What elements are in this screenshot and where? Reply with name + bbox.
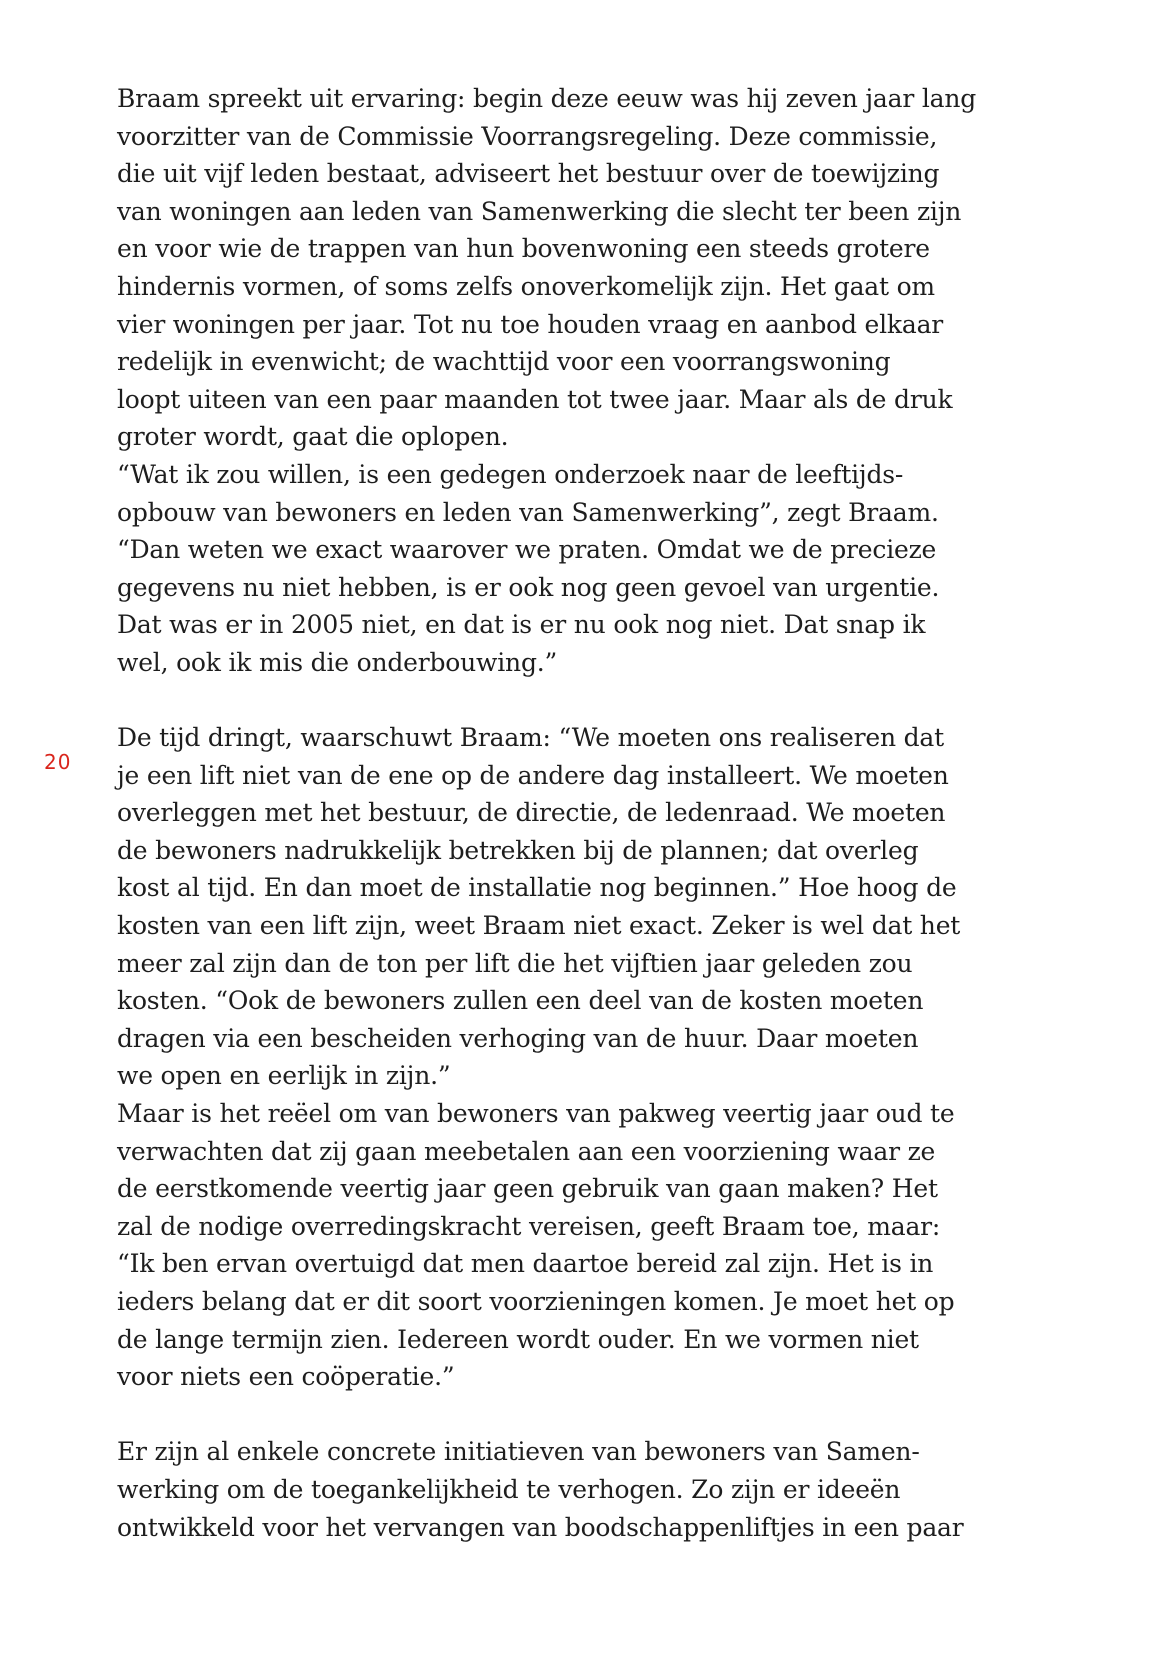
- text-line: Braam spreekt uit ervaring: begin deze eeuw was hij zeven jaar lang: [117, 84, 977, 113]
- page-number: 20: [44, 750, 72, 774]
- paragraph-gap: [117, 682, 1127, 720]
- text-line: groter wordt, gaat die oplopen.: [117, 422, 509, 452]
- text-line: redelijk in evenwicht; de wachttijd voor een voorrangswoning: [117, 347, 891, 377]
- paragraph: [117, 80, 1127, 682]
- text-line: en voor wie de trappen van hun bovenwoning een steeds grotere: [117, 234, 930, 264]
- text-line: kosten van een lift zijn, weet Braam niet exact. Zeker is wel dat het: [117, 911, 961, 941]
- text-line: overleggen met het bestuur, de directie, de ledenraad. We moeten: [117, 798, 946, 828]
- text-line: loopt uiteen van een paar maanden tot twee jaar. Maar als de druk: [117, 384, 953, 414]
- body-text: [117, 80, 1127, 1546]
- text-line: Dat was er in 2005 niet, en dat is er nu ook nog niet. Dat snap ik: [117, 610, 926, 640]
- text-line: kosten. “Ook de bewoners zullen een deel van de kosten moeten: [117, 986, 924, 1016]
- text-line: de eerstkomende veertig jaar geen gebruik van gaan maken? Het: [117, 1174, 938, 1204]
- text-line: vier woningen per jaar. Tot nu toe houden vraag en aanbod elkaar: [117, 309, 944, 339]
- text-line: hindernis vormen, of soms zelfs onoverkomelijk zijn. Het gaat om: [117, 271, 935, 301]
- text-line: Er zijn al enkele concrete initiatieven van bewoners van Samen-: [117, 1437, 920, 1467]
- text-line: de lange termijn zien. Iedereen wordt ouder. En we vormen niet: [117, 1324, 919, 1354]
- text-line: je een lift niet van de ene op de andere dag installeert. We moeten: [117, 760, 949, 790]
- text-line: ontwikkeld voor het vervangen van boodschappenliftjes in een paar: [117, 1512, 964, 1542]
- text-line: gegevens nu niet hebben, is er ook nog geen gevoel van urgentie.: [117, 572, 940, 602]
- text-line: wel, ook ik mis die onderbouwing.”: [117, 647, 558, 677]
- text-line: De tijd dringt, waarschuwt Braam: “We moeten ons realiseren dat: [117, 723, 944, 753]
- text-line: opbouw van bewoners en leden van Samenwerking”, zegt Braam.: [117, 497, 939, 527]
- text-line: kost al tijd. En dan moet de installatie nog beginnen.” Hoe hoog de: [117, 873, 957, 903]
- text-line: meer zal zijn dan de ton per lift die het vijftien jaar geleden zou: [117, 948, 913, 978]
- paragraph: [117, 1433, 1127, 1546]
- text-line: voor niets een coöperatie.”: [117, 1362, 455, 1392]
- text-line: van woningen aan leden van Samenwerking die slecht ter been zijn: [117, 196, 962, 226]
- paragraph-gap: [117, 1396, 1127, 1434]
- text-line: zal de nodige overredingskracht vereisen, geeft Braam toe, maar:: [117, 1211, 941, 1241]
- text-line: verwachten dat zij gaan meebetalen aan een voorziening waar ze: [117, 1136, 936, 1166]
- text-line: dragen via een bescheiden verhoging van de huur. Daar moeten: [117, 1023, 919, 1053]
- text-line: ieders belang dat er dit soort voorzieningen komen. Je moet het op: [117, 1287, 955, 1316]
- text-line: voorzitter van de Commissie Voorrangsregeling. Deze commissie,: [117, 121, 938, 151]
- text-line: de bewoners nadrukkelijk betrekken bij de plannen; dat overleg: [117, 835, 919, 865]
- text-line: we open en eerlijk in zijn.”: [117, 1061, 451, 1091]
- text-line: “Wat ik zou willen, is een gedegen onderzoek naar de leeftijds-: [117, 459, 904, 489]
- text-line: “Ik ben ervan overtuigd dat men daartoe bereid zal zijn. Het is in: [117, 1249, 934, 1279]
- paragraph: [117, 719, 1127, 1396]
- text-line: die uit vijf leden bestaat, adviseert het bestuur over de toewijzing: [117, 159, 940, 189]
- text-line: Maar is het reëel om van bewoners van pakweg veertig jaar oud te: [117, 1099, 955, 1129]
- text-line: werking om de toegankelijkheid te verhogen. Zo zijn er ideeën: [117, 1474, 901, 1504]
- text-line: “Dan weten we exact waarover we praten. Omdat we de precieze: [117, 535, 937, 565]
